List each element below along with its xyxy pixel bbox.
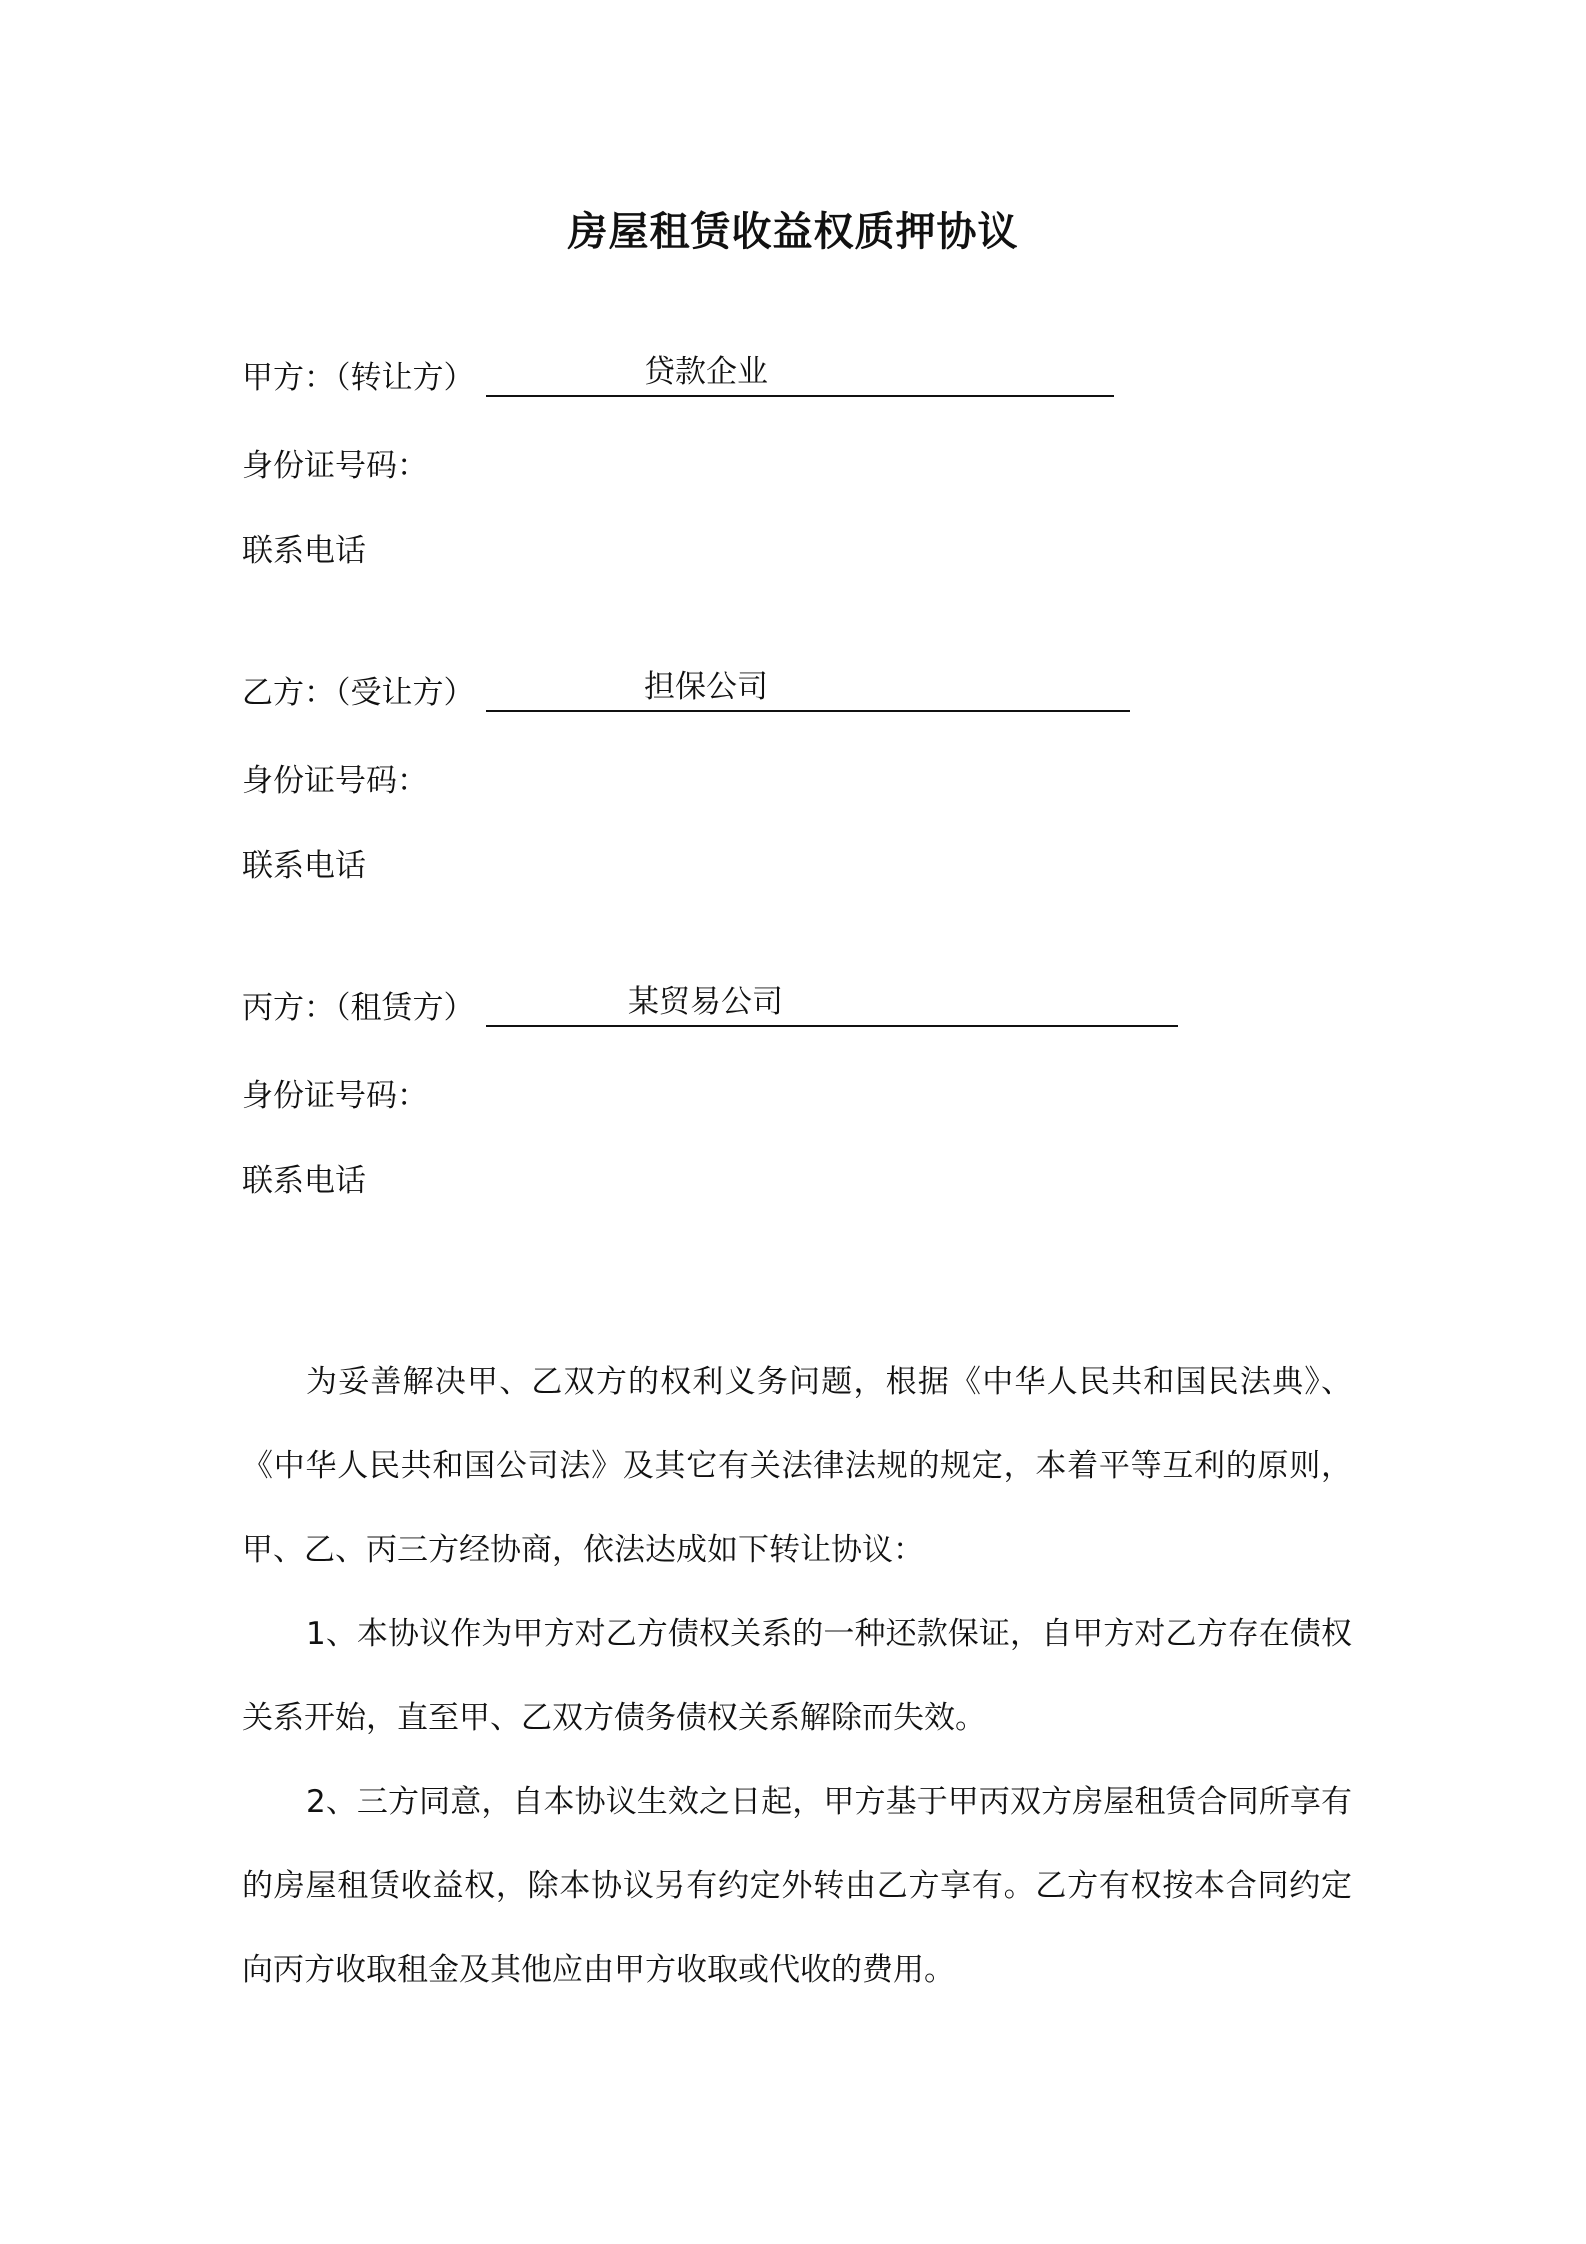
party-a-id-label: 身份证号码： <box>242 448 428 484</box>
party-c-line <box>242 975 1178 1027</box>
clause-1-paragraph: 1、本协议作为甲方对乙方债权关系的一种还款保证，自甲方对乙方存在债权关系开始，直至甲、乙双方债务债权关系解除而失效。 <box>242 1616 1352 1736</box>
party-c-underline <box>486 1025 1178 1027</box>
party-c-label: 丙方：（租赁方） <box>242 990 475 1026</box>
document-title: 房屋租赁收益权质押协议 <box>567 209 1019 255</box>
party-b-name: 担保公司 <box>644 669 768 705</box>
party-a-phone-label: 联系电话 <box>242 533 366 569</box>
party-a-underline <box>486 395 1114 397</box>
preamble-paragraph: 为妥善解决甲、乙双方的权利义务问题，根据《中华人民共和国民法典》、《中华人民共和国公司法》及其它有关法律法规的规定，本着平等互利的原则，甲、乙、丙三方经协商，依法达成如下转让协议： <box>242 1364 1352 1568</box>
clause-2-paragraph: 2、三方同意，自本协议生效之日起，甲方基于甲丙双方房屋租赁合同所享有的房屋租赁收益权，除本协议另有约定外转由乙方享有。乙方有权按本合同约定向丙方收取租金及其他应由甲方收取或代收的费用。 <box>242 1784 1352 1988</box>
party-a-name-field <box>486 347 1114 397</box>
party-b-line <box>242 660 1130 712</box>
party-c-name-field <box>486 977 1178 1027</box>
party-b-underline <box>486 710 1130 712</box>
party-a-line <box>242 345 1114 397</box>
party-a-name: 贷款企业 <box>644 354 768 390</box>
party-c-id-label: 身份证号码： <box>242 1078 428 1114</box>
party-b-phone-label: 联系电话 <box>242 848 366 884</box>
party-c-phone-label: 联系电话 <box>242 1163 366 1199</box>
party-b-name-field <box>486 662 1130 712</box>
agreement-body <box>242 1340 1352 2012</box>
party-a-label: 甲方：（转让方） <box>242 360 475 396</box>
party-b-id-label: 身份证号码： <box>242 763 428 799</box>
party-c-name: 某贸易公司 <box>628 984 783 1020</box>
party-b-label: 乙方：（受让方） <box>242 675 475 711</box>
